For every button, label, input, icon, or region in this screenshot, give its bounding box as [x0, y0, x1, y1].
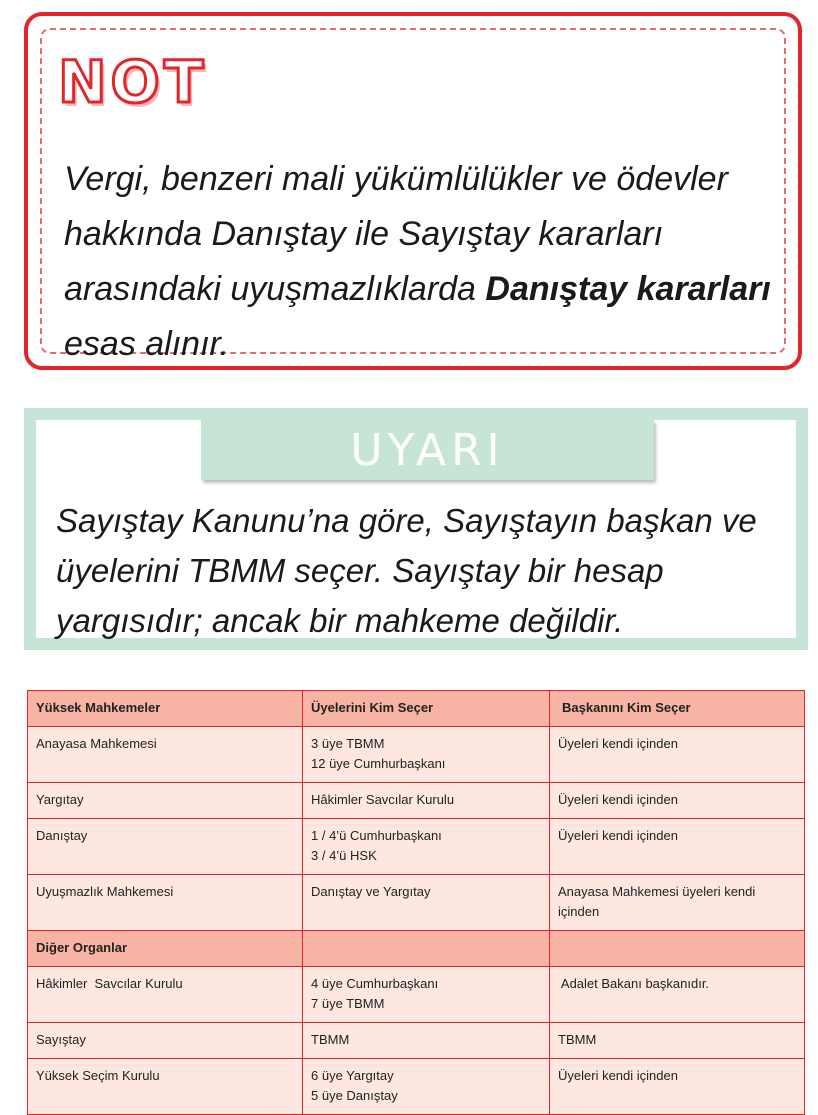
cell-name: Yüksek Seçim Kurulu: [28, 1059, 303, 1115]
courts-table: [27, 690, 805, 1115]
cell-name: Sayıştay: [28, 1023, 303, 1059]
warning-inner: [36, 420, 796, 638]
cell-name: Uyuşmazlık Mahkemesi: [28, 875, 303, 931]
note-box: [24, 12, 802, 370]
cell-president: Üyeleri kendi içinden: [550, 783, 805, 819]
warning-label: [201, 420, 654, 480]
cell-members: [303, 967, 550, 1023]
table-row: [28, 1059, 805, 1115]
header-courts: Yüksek Mahkemeler: [28, 691, 303, 727]
note-text-before: Vergi, benzeri mali yükümlülükler ve ödevler hakkında Danıştay ile Sayıştay kararları arasındaki uyuşmazlıklarda: [64, 160, 728, 308]
table-row: [28, 1023, 805, 1059]
section-empty-cell: [550, 931, 805, 967]
cell-members-line1: 4 üye Cumhurbaşkanı: [311, 976, 439, 991]
cell-members-line2: 3 / 4’ü HSK: [311, 848, 377, 863]
note-text: [64, 152, 784, 372]
note-text-bold: Danıştay kararları: [485, 270, 771, 308]
cell-members: [303, 727, 550, 783]
header-president-text: Başkanını Kim Seçer: [562, 700, 691, 715]
table-row: [28, 875, 805, 931]
cell-members-line1: 1 / 4’ü Cumhurbaşkanı: [311, 828, 442, 843]
cell-members: [303, 1023, 550, 1059]
warning-text: Sayıştay Kanunu’na göre, Sayıştayın başkan ve üyelerini TBMM seçer. Sayıştay bir hesap yargısıdır; ancak bir mahkeme değildir.: [56, 502, 757, 639]
cell-name: Hâkimler Savcılar Kurulu: [28, 967, 303, 1023]
note-text-after: esas alınır.: [64, 325, 230, 363]
cell-president: Üyeleri kendi içinden: [550, 727, 805, 783]
table-row: [28, 727, 805, 783]
header-members: Üyelerini Kim Seçer: [303, 691, 550, 727]
warning-box: [24, 408, 808, 650]
cell-members: [303, 819, 550, 875]
table-row: [28, 783, 805, 819]
cell-president: Üyeleri kendi içinden: [550, 819, 805, 875]
cell-members-line2: 12 üye Cumhurbaşkanı: [311, 756, 446, 771]
cell-name: Danıştay: [28, 819, 303, 875]
warning-title: UYARI: [350, 424, 505, 476]
cell-members-line1: Hâkimler Savcılar Kurulu: [311, 792, 455, 807]
cell-members-line1: TBMM: [311, 1032, 350, 1047]
table-row: [28, 967, 805, 1023]
cell-president: Anayasa Mahkemesi üyeleri kendi içinden: [550, 875, 805, 931]
cell-members: [303, 783, 550, 819]
note-title: NOT: [58, 48, 208, 116]
cell-president: TBMM: [550, 1023, 805, 1059]
cell-president: Üyeleri kendi içinden: [550, 1059, 805, 1115]
cell-members-line1: 3 üye TBMM: [311, 736, 385, 751]
table-header-row: [28, 691, 805, 727]
cell-members-line2: 7 üye TBMM: [311, 996, 385, 1011]
cell-name: Yargıtay: [28, 783, 303, 819]
cell-members: [303, 875, 550, 931]
cell-members: [303, 1059, 550, 1115]
cell-name: Anayasa Mahkemesi: [28, 727, 303, 783]
section-title: Diğer Organlar: [28, 931, 303, 967]
cell-members-line1: Danıştay ve Yargıtay: [311, 884, 431, 899]
cell-members-line1: 6 üye Yargıtay: [311, 1068, 394, 1083]
cell-president: Adalet Bakanı başkanıdır.: [550, 967, 805, 1023]
cell-members-line2: 5 üye Danıştay: [311, 1088, 398, 1103]
header-president: [550, 691, 805, 727]
table-row: [28, 819, 805, 875]
section-row: [28, 931, 805, 967]
section-empty-cell: [303, 931, 550, 967]
